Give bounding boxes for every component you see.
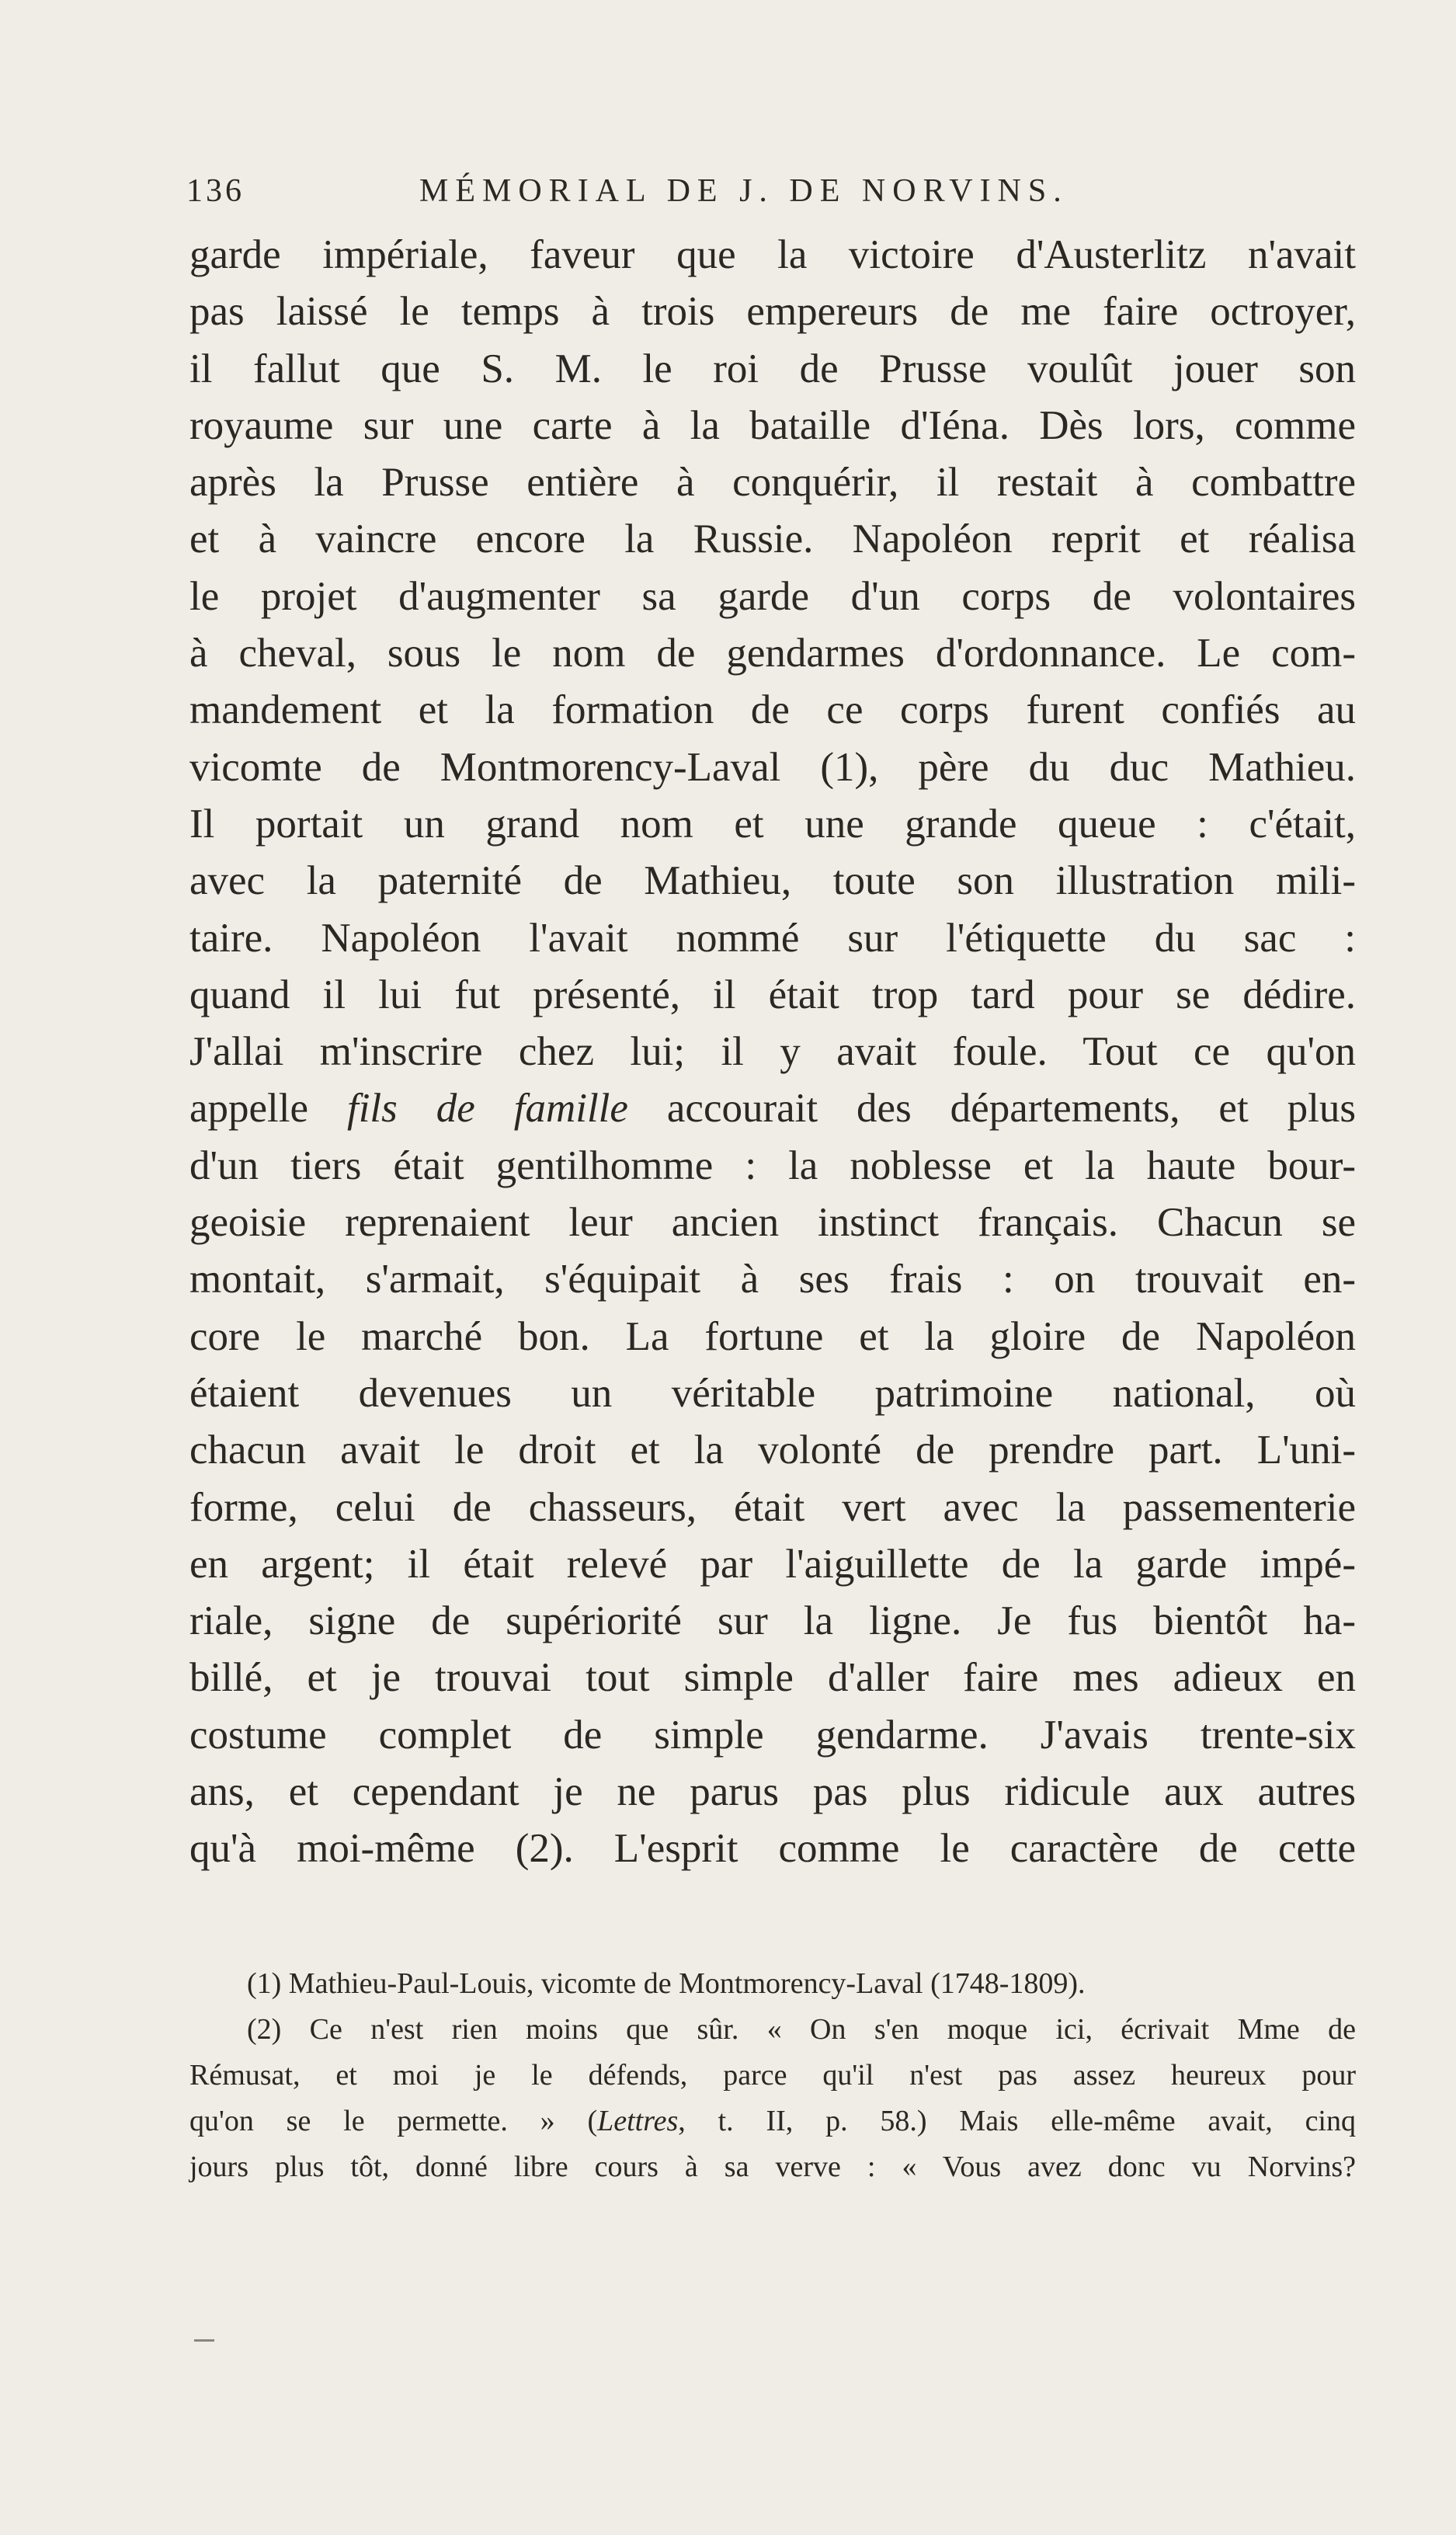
text-line: pas laissé le temps à trois empereurs de me faire octroyer, — [189, 289, 1356, 335]
text-segment: accourait des départements, et plus — [627, 1086, 1356, 1132]
footnote-2-line: jours plus tôt, donné libre cours à sa verve : « Vous avez donc vu Norvins? — [189, 2151, 1356, 2183]
running-title: MÉMORIAL DE J. DE NORVINS. — [419, 173, 1069, 209]
page-number: 136 — [186, 173, 245, 209]
text-line: taire. Napoléon l'avait nommé sur l'étiquette du sac : — [189, 915, 1356, 961]
text-segment: qu'on se le permette. » ( — [189, 2105, 598, 2137]
text-line: après la Prusse entière à conquérir, il restait à combattre — [189, 460, 1356, 506]
text-line: à cheval, sous le nom de gendarmes d'ordonnance. Le com- — [189, 631, 1356, 676]
text-line: en argent; il était relevé par l'aiguillette de la garde impé- — [189, 1541, 1356, 1587]
text-line: royaume sur une carte à la bataille d'Iéna. Dès lors, comme — [189, 402, 1356, 448]
text-line: J'allai m'inscrire chez lui; il y avait foule. Tout ce qu'on — [189, 1029, 1356, 1075]
text-line: ans, et cependant je ne parus pas plus ridicule aux autres — [189, 1769, 1356, 1815]
footnote-2-line-with-italic — [189, 2099, 1356, 2144]
text-segment: appelle — [189, 1086, 347, 1132]
text-line: qu'à moi-même (2). L'esprit comme le caractère de cette — [189, 1826, 1356, 1872]
text-line: billé, et je trouvai tout simple d'aller faire mes adieux en — [189, 1655, 1356, 1701]
body-text — [189, 227, 1356, 1878]
text-line: chacun avait le droit et la volonté de prendre part. L'uni- — [189, 1427, 1356, 1473]
footnote-1: (1) Mathieu-Paul-Louis, vicomte de Montmorency-Laval (1748-1809). — [247, 1967, 1086, 2000]
footnote-2-line: (2) Ce n'est rien moins que sûr. « On s'en moque ici, écrivait Mme de — [247, 2013, 1356, 2046]
italic-phrase: fils de famille — [346, 1086, 628, 1132]
text-line: le projet d'augmenter sa garde d'un corps de volontaires — [189, 573, 1356, 619]
text-line: montait, s'armait, s'équipait à ses frais : on trouvait en- — [189, 1257, 1356, 1302]
text-line: riale, signe de supériorité sur la ligne. Je fus bientôt ha- — [189, 1598, 1356, 1644]
text-line: quand il lui fut présenté, il était trop tard pour se dédire. — [189, 972, 1356, 1017]
text-line: vicomte de Montmorency-Laval (1), père du duc Mathieu. — [189, 744, 1356, 790]
text-line: mandement et la formation de ce corps furent confiés au — [189, 687, 1356, 733]
text-line: étaient devenues un véritable patrimoine national, où — [189, 1370, 1356, 1416]
printer-mark — [194, 2339, 214, 2342]
text-line: costume complet de simple gendarme. J'avais trente-six — [189, 1712, 1356, 1758]
text-line: il fallut que S. M. le roi de Prusse voulût jouer son — [189, 346, 1356, 391]
text-segment: , t. II, p. 58.) Mais elle-même avait, cinq — [678, 2105, 1356, 2137]
footnote-2-line: Rémusat, et moi je le défends, parce qu'il n'est pas assez heureux pour — [189, 2059, 1356, 2092]
text-line: avec la paternité de Mathieu, toute son illustration mili- — [189, 858, 1356, 904]
text-line: garde impériale, faveur que la victoire d'Austerlitz n'avait — [189, 232, 1356, 277]
text-line: Il portait un grand nom et une grande queue : c'était, — [189, 801, 1356, 847]
footnotes — [189, 1961, 1356, 2190]
text-line: forme, celui de chasseurs, était vert avec la passementerie — [189, 1484, 1356, 1530]
text-line: core le marché bon. La fortune et la gloire de Napoléon — [189, 1313, 1356, 1359]
text-line-with-italic — [189, 1080, 1356, 1137]
text-line: geoisie reprenaient leur ancien instinct français. Chacun se — [189, 1200, 1356, 1246]
page-header — [186, 172, 1351, 219]
text-line: d'un tiers était gentilhomme : la noblesse et la haute bour- — [189, 1142, 1356, 1188]
text-line: et à vaincre encore la Russie. Napoléon reprit et réalisa — [189, 516, 1356, 562]
italic-title: Lettres — [597, 2105, 679, 2137]
